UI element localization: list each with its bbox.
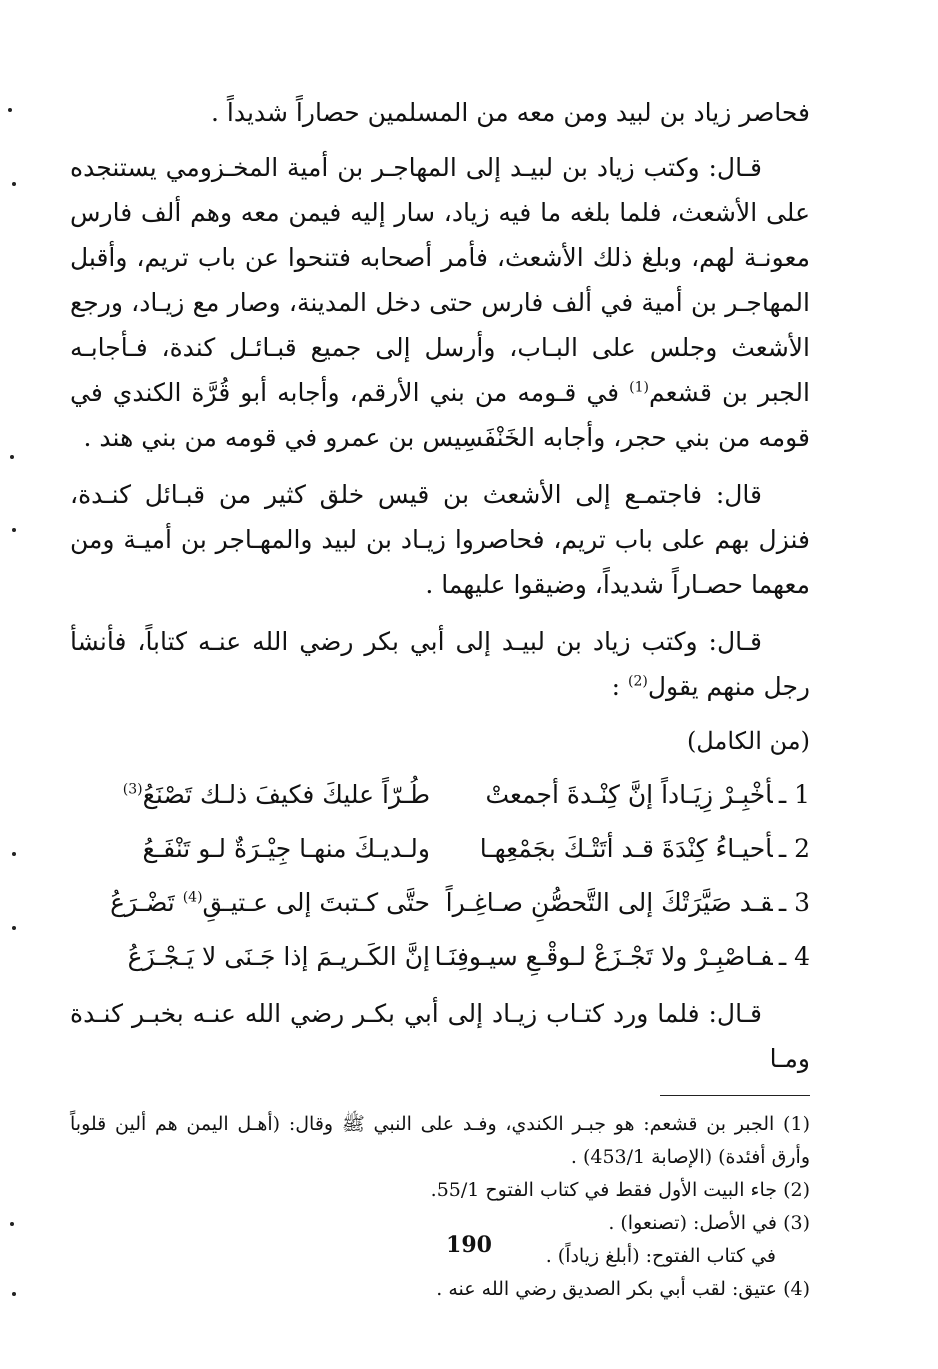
verse-3-second-hemistich bbox=[70, 888, 430, 917]
verse-4-second-text: إنَّ الكَـريـمَ إذا جَـنَى لا يَـجْـزَعُ bbox=[127, 941, 430, 971]
verse-2-second-hemistich bbox=[70, 834, 430, 863]
paragraph-2: قال: فاجتمـع إلى الأشعث بن قيس خلق كثير من قبـائل كنـدة، فنزل بهم على باب تريم، فحاصروا زيـاد بن لبيد والمهـاجر بن أميـة ومن معهما حصـاراً شديداً، وضيقوا عليهما . bbox=[70, 480, 810, 599]
verse-2 bbox=[70, 821, 810, 875]
verse-4-first-hemistich bbox=[434, 941, 810, 971]
verse-2-first-text: أحيـاءُ كِنْدَةَ قـد أتَتْـكَ بجَمْعِهـا bbox=[479, 833, 773, 863]
poem bbox=[70, 767, 810, 983]
scan-speck bbox=[10, 455, 14, 459]
opening-line: فحاصر زياد بن لبيد ومن معه من المسلمين حصاراً شديداً . bbox=[211, 98, 810, 127]
verse-4 bbox=[70, 929, 810, 983]
verse-3-second-text: حتَّى كـتبتَ إلى عـتيـقِ bbox=[202, 887, 430, 917]
verse-1 bbox=[70, 767, 810, 821]
scan-speck bbox=[8, 108, 12, 112]
scan-speck bbox=[12, 528, 16, 532]
footnote-1 bbox=[70, 1108, 810, 1174]
verse-4-second-hemistich bbox=[70, 942, 430, 971]
paragraph-3-text-cont: : bbox=[611, 672, 628, 701]
verse-3-first-hemistich bbox=[445, 887, 810, 917]
verse-3-second-text-cont: تَضْـرَعُ bbox=[110, 887, 183, 917]
verse-3 bbox=[70, 875, 810, 929]
footnotes bbox=[70, 1108, 810, 1306]
footnote-mark: (3) bbox=[783, 1212, 810, 1234]
paragraph-1-text-cont: في قـومه من بني الأرقم، وأجابه أبو قُرَّة الكندي في قومه من بني حجر، وأجابه الخَنْفَسِيس بن عمرو في قومه من بني هند . bbox=[70, 378, 810, 452]
verse-4-first-text: فـاصْبِـرْ ولا تَجْـزَعْ لـوقْـعِ سيـوفِنَـا bbox=[434, 941, 773, 971]
footnote-text: الجبر بن قشعم: هو جبـر الكندي، وفـد على النبي ﷺ وقال: (أهـل اليمن هم ألين قلوباً وأرق أفئدة) (الإصابة 453/1) . bbox=[70, 1113, 810, 1168]
footnote-text: في كتاب الفتوح: (أبلغ زياداً) . bbox=[545, 1245, 776, 1267]
footnote-4 bbox=[70, 1273, 810, 1306]
scan-speck bbox=[10, 1222, 14, 1226]
footnote-mark: (2) bbox=[783, 1179, 810, 1201]
footnote-ref-2[interactable]: (2) bbox=[628, 673, 648, 690]
footnote-2 bbox=[70, 1174, 810, 1207]
footnote-text: في الأصل: (تصنعوا) . bbox=[608, 1212, 778, 1234]
closing-line: قـال: فلما ورد كتـاب زيـاد إلى أبي بكـر رضي الله عنـه بخبـر كنـدة ومـا bbox=[70, 999, 810, 1073]
scan-speck bbox=[12, 1292, 16, 1296]
footnote-text: جاء البيت الأول فقط في كتاب الفتوح 55/1. bbox=[430, 1179, 778, 1201]
page-body bbox=[70, 90, 810, 1306]
footnote-divider bbox=[660, 1095, 810, 1096]
verse-number: 4 ـ bbox=[778, 941, 810, 971]
verse-3-first-text: قـد صَيَّرَتْكَ إلى التَّحصُّنِ صـاغِـراً bbox=[445, 887, 773, 917]
footnote-ref-1[interactable]: (1) bbox=[629, 379, 649, 396]
verse-number: 3 ـ bbox=[778, 887, 810, 917]
paragraph-3 bbox=[70, 619, 810, 709]
verse-number: 1 ـ bbox=[778, 779, 810, 809]
footnote-mark: (1) bbox=[783, 1113, 810, 1135]
paragraph-3-text: قـال: وكتب زياد بن لبيـد إلى أبي بكر رضي الله عنـه كتاباً، فأنشأ رجل منهم يقول bbox=[70, 627, 810, 701]
footnote-ref-4[interactable]: (4) bbox=[182, 889, 203, 906]
verse-1-first-hemistich bbox=[450, 780, 810, 809]
scan-speck bbox=[12, 182, 16, 186]
verse-number: 2 ـ bbox=[778, 833, 810, 863]
scan-speck bbox=[12, 852, 16, 856]
footnote-mark: (4) bbox=[783, 1278, 810, 1300]
scan-speck bbox=[12, 926, 16, 930]
footnote-ref-3[interactable]: (3) bbox=[122, 781, 143, 798]
footnote-text: عتيق: لقب أبي بكر الصديق رضي الله عنه . bbox=[436, 1278, 778, 1300]
verse-1-second-hemistich bbox=[70, 780, 430, 809]
poem-meter: (من الكامل) bbox=[686, 727, 810, 755]
paragraph-1-text: قـال: وكتب زياد بن لبيـد إلى المهاجـر بن أمية المخـزومي يستنجده على الأشعث، فلما بلغه ما فيه زياد، سار إليه فيمن معه وهم ألف فارس معونـة لهم، وبلغ ذلك الأشعث، فأمر أصحابه فتنحوا عن باب تريم، وأقبل المهاجـر بن أمية في ألف فارس حتى دخل المدينة، وصار مع زيـاد، ورجع الأشعث وجلس على البـاب، وأرسل إلى جميع قبـائـل كندة، فـأجابـه الجبر بن قشعم bbox=[70, 153, 810, 407]
verse-1-second-text: طُـرّاً عليكَ فكيفَ ذلـك تَصْنَعُ bbox=[142, 779, 430, 809]
verse-1-first-text: أخْبِـرْ زِيَـاداً إنَّ كِنْـدةَ أجمعتْ bbox=[485, 779, 773, 809]
paragraph-1 bbox=[70, 145, 810, 460]
verse-2-second-text: ولـديـكَ منهـا جِيْـرَةٌ لـو تَنْفَـعُ bbox=[142, 833, 430, 863]
verse-2-first-hemistich bbox=[450, 834, 810, 863]
page-number: 190 bbox=[446, 1232, 492, 1258]
